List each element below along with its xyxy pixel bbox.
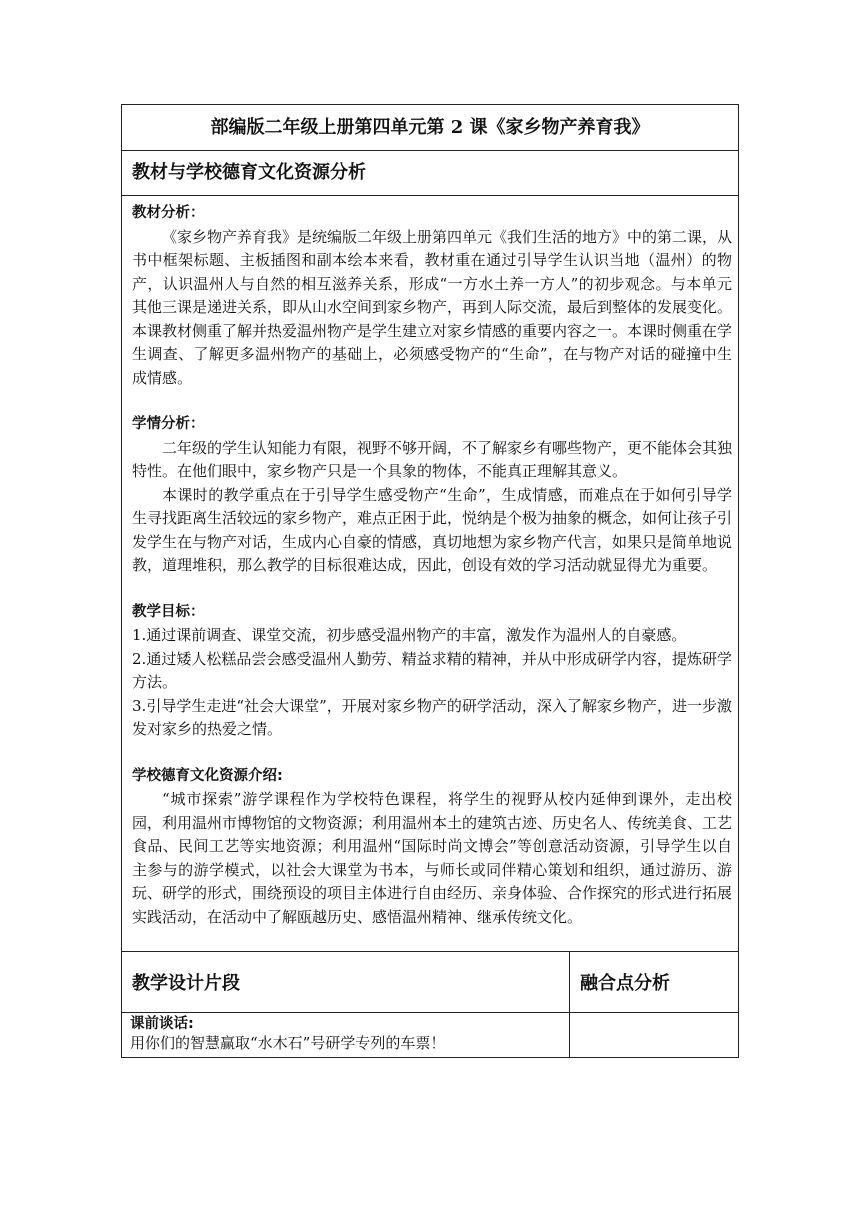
teaching-goal-item: 2.通过矮人松糕品尝会感受温州人勤劳、精益求精的精神，并从中形成研学内容，提炼研学方法。 [132,649,732,691]
design-column-header: 教学设计片段 [122,952,570,1013]
analysis-content [122,196,739,952]
teaching-goal-item: 1.通过课前调查、课堂交流，初步感受温州物产的丰富，激发作为温州人的自豪感。 [132,626,687,644]
learner-analysis-paragraph: 二年级的学生认知能力有限，视野不够开阔，不了解家乡有哪些物产，更不能体会其独特性。在他们眼中，家乡物产只是一个具象的物体，不能真正理解其意义。 [132,438,733,480]
analysis-column-header: 融合点分析 [570,952,739,1013]
learner-analysis-heading: 学情分析： [132,416,205,432]
textbook-analysis-heading: 教材分析： [132,205,205,221]
integration-analysis-cell [570,1013,739,1058]
section-heading: 教材与学校德育文化资源分析 [122,151,739,196]
pre-class-talk-heading: 课前谈话: [130,1016,194,1032]
pre-class-talk-text: 用你们的智慧赢取“水木石”号研学专列的车票！ [130,1034,446,1052]
school-resources-text: “城市探索”游学课程作为学校特色课程，将学生的视野从校内延伸到课外，走出校园，利用温州市博物馆的文物资源；利用温州本土的建筑古迹、历史名人、传统美食、工艺食品、民间工艺等实地资源；利用温州“国际时尚文博会”等创意活动资源，引导学生以自主参与的游学模式，以社会大课堂为书本，与师长或同伴精心策划和组织，通过游历、游玩、研学的形式，围绕预设的项目主体进行自由经历、亲身体验、合作探究的形式进行拓展实践活动，在活动中了解瓯越历史、感悟温州精神、继承传统文化。 [132,790,733,926]
learner-analysis-paragraph: 本课时的教学重点在于引导学生感受物产“生命”，生成情感，而难点在于如何引导学生寻找距离生活较远的家乡物产，难点正困于此，悦纳是个极为抽象的概念，如何让孩子引发学生在与物产对话，生成内心自豪的情感，真切地想为家乡物产代言，如果只是简单地说教，道理堆积，那么教学的目标很难达成，因此，创设有效的学习活动就显得尤为重要。 [132,485,733,574]
school-resources-heading: 学校德育文化资源介绍: [132,767,283,784]
teaching-goals-heading: 教学目标： [132,603,205,620]
teaching-goal-item: 3.引导学生走进“社会大课堂”，开展对家乡物产的研学活动，深入了解家乡物产，进一步激发对家乡的热爱之情。 [132,696,732,738]
design-fragment-cell [122,1013,570,1058]
document-title: 部编版二年级上册第四单元第 2 课《家乡物产养育我》 [122,105,739,151]
lesson-table [121,104,739,1058]
textbook-analysis-text: 《家乡物产养育我》是统编版二年级上册第四单元《我们生活的地方》中的第二课，从书中框架标题、主板插图和副本绘本来看，教材重在通过引导学生认识当地（温州）的物产，认识温州人与自然的相互滋养关系，形成“一方水土养一方人”的初步观念。与本单元其他三课是递进关系，即从山水空间到家乡物产，再到人际交流，最后到整体的发展变化。本课教材侧重了解并热爱温州物产是学生建立对家乡情感的重要内容之一。本课时侧重在学生调查、了解更多温州物产的基础上，必须感受物产的“生命”，在与物产对话的碰撞中生成情感。 [132,227,733,387]
